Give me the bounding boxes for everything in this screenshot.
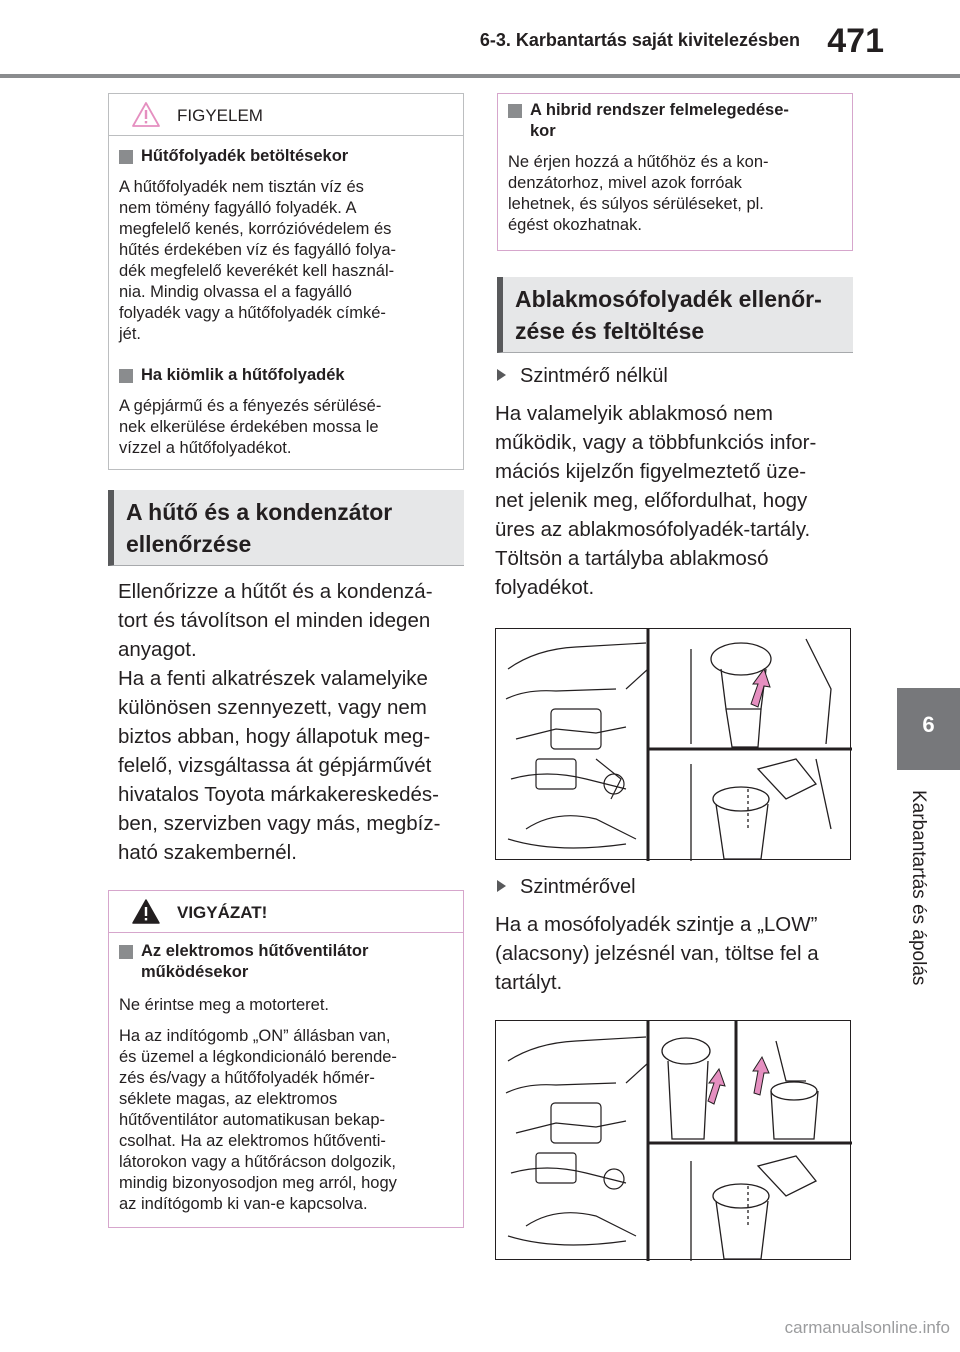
hybrid-note-box bbox=[497, 93, 853, 251]
arrow-up-icon bbox=[751, 669, 770, 707]
caution-triangle-icon bbox=[131, 898, 161, 925]
caution-box-header bbox=[109, 891, 463, 933]
warning-box-title: FIGYELEM bbox=[177, 106, 263, 125]
warning-triangle-icon bbox=[131, 101, 161, 128]
square-bullet-icon bbox=[119, 369, 133, 383]
warning-box bbox=[108, 93, 464, 470]
arrow-up-icon bbox=[753, 1057, 769, 1095]
caution-text-2: Ha az indítógomb „ON” állásban van, és üzemel a légkondicionáló berende- zés és/vagy a hűtőfolyadék hőmér- séklete magas, az elektromos hűtőventilátor automatikusan bekap- csolhat. Ha az elektromos hűtőventi- látorokon vagy a hűtőrácson dolgozik, mindig bizonyosodjon meg arról, hogy az indítógomb ki van-e kapcsolva. bbox=[119, 1027, 397, 1213]
hybrid-subheading: A hibrid rendszer felmelegedése- kor bbox=[508, 100, 840, 142]
section-heading-radiator: A hűtő és a kondenzátor ellenőrzése bbox=[108, 490, 464, 566]
page-number: 471 bbox=[827, 22, 884, 60]
triangle-bullet-icon bbox=[497, 369, 506, 381]
warning-text-spill: A gépjármű és a fényezés sérülésé- nek elkerülése érdekében mossa le vízzel a hűtőfolyadékot. bbox=[119, 397, 382, 457]
bullet-with-gauge: Szintmérővel bbox=[497, 876, 636, 899]
warning-subheading-filling: Hűtőfolyadék betöltésekor bbox=[119, 146, 451, 167]
warning-subheading-spill: Ha kiömlik a hűtőfolyadék bbox=[119, 365, 451, 386]
washer-body-text-2: Ha a mosófolyadék szintje a „LOW” (alacsony) jelzésnél van, töltse fel a tartályt. bbox=[495, 913, 819, 994]
radiator-body-text: Ellenőrizze a hűtőt és a kondenzá- tort és távolítson el minden idegen anyagot. Ha a fenti alkatrészek valamelyike különösen szennyezett, vagy nem biztos abban, hogy állapotuk meg- felelő, vizsgáltassa át gépjárművét hivatalos Toyota márkakereskedés- ben, szervizben vagy más, megbíz- ható szakembernél. bbox=[118, 580, 441, 864]
hybrid-text: Ne érjen hozzá a hűtőhöz és a kon- denzátorhoz, mivel azok forróak lehetnek, és súlyos sérüléseket, pl. égést okozhatnak. bbox=[508, 153, 769, 234]
illustration-washer-no-gauge bbox=[495, 628, 851, 860]
chapter-title-wrap bbox=[897, 790, 960, 1070]
illustration-washer-with-gauge bbox=[495, 1020, 851, 1260]
section-heading-washer: Ablakmosófolyadék ellenőr- zése és feltöltése bbox=[497, 277, 853, 353]
bullet-without-gauge: Szintmérő nélkül bbox=[497, 365, 668, 388]
arrow-up-icon bbox=[708, 1069, 725, 1104]
washer-body-text-1: Ha valamelyik ablakmosó nem működik, vagy a többfunkciós infor- mációs kijelzőn figyelmeztető üze- net jelenik meg, előfordulhat, hogy üres az ablakmosófolyadék-tartály. Töltsön a tartályba ablakmosó folyadékot. bbox=[495, 402, 817, 599]
caution-subheading: Az elektromos hűtőventilátor működésekor bbox=[119, 941, 451, 983]
warning-box-header bbox=[109, 94, 463, 136]
caution-text-1: Ne érintse meg a motorteret. bbox=[119, 996, 330, 1014]
warning-text-filling: A hűtőfolyadék nem tisztán víz és nem tömény fagyálló folyadék. A megfelelő kenés, korrózióvédelem és hűtés érdekében víz és fagyálló folya- dék megfelelő keverékét kell használ- nia. Mindig olvassa el a fagyálló folyadék vagy a hűtőfolyadék címké- jét. bbox=[119, 178, 396, 343]
watermark: carmanualsonline.info bbox=[784, 1318, 950, 1337]
square-bullet-icon bbox=[508, 104, 522, 118]
square-bullet-icon bbox=[119, 945, 133, 959]
square-bullet-icon bbox=[119, 150, 133, 164]
caution-box bbox=[108, 890, 464, 1228]
chapter-title: Karbantartás és ápolás bbox=[908, 790, 929, 986]
running-header-title: 6-3. Karbantartás saját kivitelezésben bbox=[479, 30, 800, 50]
triangle-bullet-icon bbox=[497, 880, 506, 892]
caution-box-title: VIGYÁZAT! bbox=[177, 903, 268, 922]
header-rule bbox=[0, 74, 960, 78]
chapter-number: 6 bbox=[922, 712, 935, 737]
engine-bay-illustration-1 bbox=[496, 629, 852, 861]
engine-bay-illustration-2 bbox=[496, 1021, 852, 1261]
